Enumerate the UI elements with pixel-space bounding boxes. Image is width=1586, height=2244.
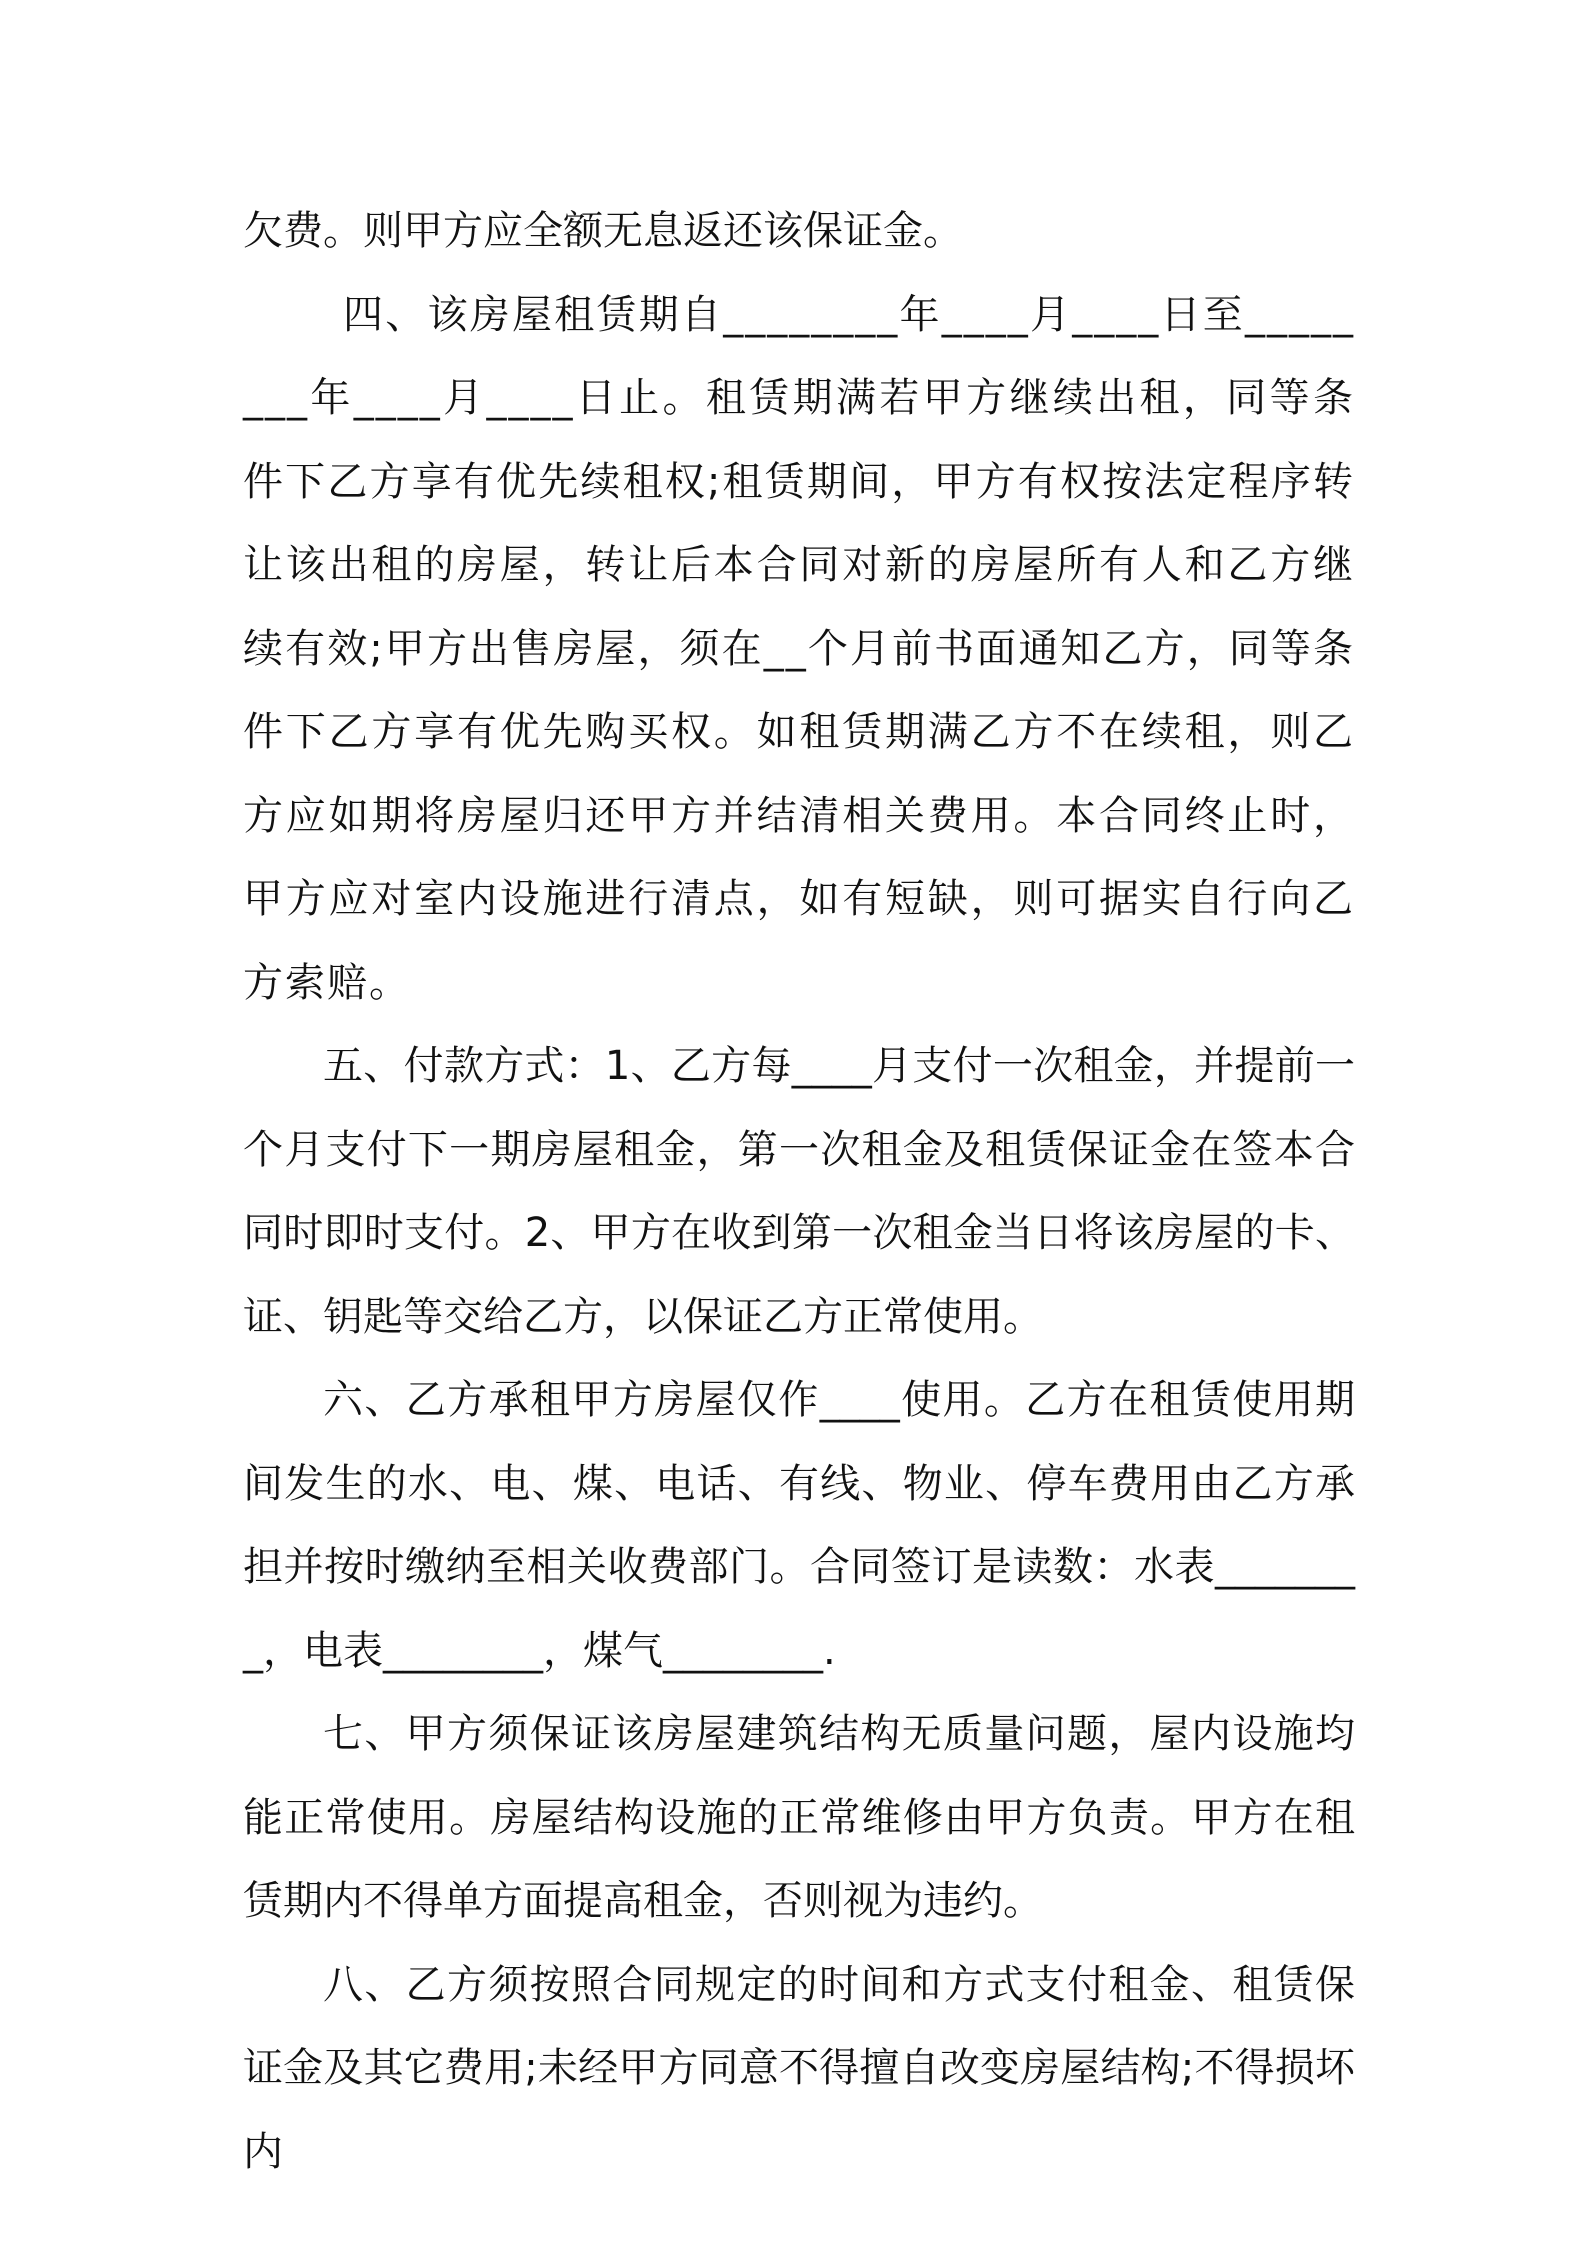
document-body [243,190,1355,2194]
paragraph-clause-4: 四、该房屋租赁期自________年____月____日至________年____月____日止。租赁期满若甲方继续出租，同等条件下乙方享有优先续租权;租赁期间，甲方有权按法定程序转让该出租的房屋，转让后本合同对新的房屋所有人和乙方继续有效;甲方出售房屋，须在__个月前书面通知乙方，同等条件下乙方享有优先购买权。如租赁期满乙方不在续租，则乙方应如期将房屋归还甲方并结清相关费用。本合同终止时，甲方应对室内设施进行清点，如有短缺，则可据实自行向乙方索赔。 [243,291,1355,1006]
paragraph-clause-5: 五、付款方式：1、乙方每____月支付一次租金，并提前一个月支付下一期房屋租金，第一次租金及租赁保证金在签本合同时即时支付。2、甲方在收到第一次租金当日将该房屋的卡、证、钥匙等交给乙方，以保证乙方正常使用。 [243,1043,1355,1340]
paragraph-clause-6: 六、乙方承租甲方房屋仅作____使用。乙方在租赁使用期间发生的水、电、煤、电话、有线、物业、停车费用由乙方承担并按时缴纳至相关收费部门。合同签订是读数：水表________，电表________，煤气________. [243,1377,1355,1674]
paragraph-clause-7: 七、甲方须保证该房屋建筑结构无质量问题，屋内设施均能正常使用。房屋结构设施的正常维修由甲方负责。甲方在租赁期内不得单方面提高租金，否则视为违约。 [243,1711,1355,1924]
paragraph-continuation: 欠费。则甲方应全额无息返还该保证金。 [243,208,963,254]
paragraph-clause-8: 八、乙方须按照合同规定的时间和方式支付租金、租赁保证金及其它费用;未经甲方同意不得擅自改变房屋结构;不得损坏内 [243,1961,1355,2175]
